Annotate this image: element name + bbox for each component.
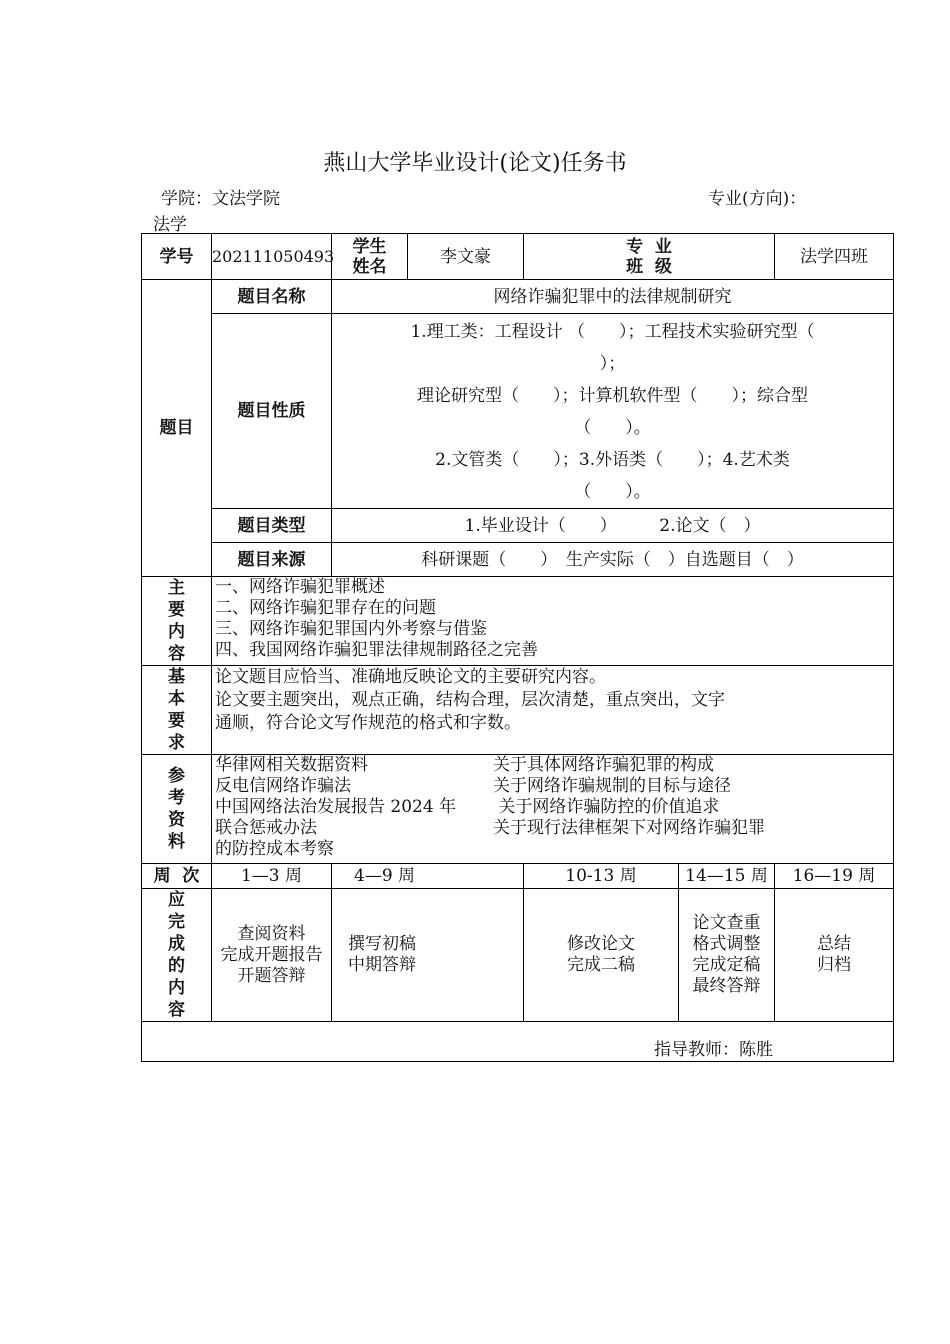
reference-row — [215, 818, 893, 839]
references-list — [212, 755, 894, 864]
week-1: 1—3 周 — [212, 864, 332, 889]
task-line: 格式调整 — [692, 934, 761, 954]
college-line: 学院：文法学院 — [161, 189, 280, 209]
label-char: 本 — [168, 689, 185, 709]
reference-tail: 的防控成本考察 — [215, 839, 334, 859]
label-char: 容 — [168, 1000, 185, 1020]
topic-name-label: 题目名称 — [212, 280, 332, 314]
reference-right: 关于具体网络诈骗犯罪的构成 — [493, 755, 714, 775]
label-char: 要 — [168, 600, 185, 620]
class-value: 法学四班 — [775, 234, 894, 280]
task-line: 完成定稿 — [692, 955, 761, 975]
label-char: 要 — [168, 711, 185, 731]
reference-right: 关于现行法律框架下对网络诈骗犯罪 — [493, 818, 765, 838]
list-item: 一、网络诈骗犯罪概述 — [215, 577, 385, 597]
reference-left: 反电信网络诈骗法 — [215, 776, 351, 796]
major-label: 专业(方向)： — [708, 189, 807, 209]
reference-left: 联合惩戒办法 — [215, 818, 317, 838]
requirement-line: 论文要主题突出，观点正确，结构合理，层次清楚，重点突出，文字 — [215, 690, 725, 710]
nature-line: 理论研究型（ ）；计算机软件型（ ）；综合型 — [417, 386, 808, 406]
references-label — [142, 755, 212, 864]
week-label: 周 次 — [142, 864, 212, 889]
major-value: 法学 — [153, 215, 187, 235]
topic-type-label: 题目类型 — [212, 509, 332, 543]
nature-line: ）； — [599, 354, 626, 374]
task-line: 撰写初稿 — [348, 934, 416, 954]
tasks-period-4 — [679, 889, 775, 1022]
requirement-line: 论文题目应恰当、准确地反映论文的主要研究内容。 — [215, 667, 606, 687]
label-char: 料 — [168, 832, 185, 852]
week-5: 16—19 周 — [775, 864, 894, 889]
task-line: 总结 — [817, 934, 852, 954]
label-char: 主 — [168, 578, 185, 598]
reference-left: 中国网络法治发展报告 2024 年 — [215, 797, 457, 817]
nature-line: 2.文管类（ ）；3.外语类（ ）；4.艺术类 — [435, 450, 790, 470]
task-line: 完成二稿 — [567, 955, 635, 975]
label-char: 资 — [168, 810, 185, 830]
nature-line: 1.理工类：工程设计 （ ）；工程技术实验研究型（ — [410, 322, 815, 342]
label-char: 成 — [168, 934, 185, 954]
main-content-list — [212, 577, 894, 666]
label-char: 内 — [168, 622, 185, 642]
student-name-label-line2: 姓名 — [352, 256, 387, 277]
reference-right: 关于网络诈骗防控的价值追求 — [493, 797, 720, 817]
advisor-signature: 指导教师：陈胜 — [142, 1022, 894, 1062]
nature-line: （ ）。 — [574, 418, 651, 438]
class-label-line2: 班 级 — [626, 256, 672, 277]
reference-row — [215, 797, 893, 818]
student-id-label: 学号 — [142, 234, 212, 280]
topic-source-value: 科研课题（ ） 生产实际（ ）自选题目（ ） — [332, 543, 894, 577]
topic-type-value: 1.毕业设计（ ） 2.论文（ ） — [332, 509, 894, 543]
topic-source-label: 题目来源 — [212, 543, 332, 577]
list-item: 三、网络诈骗犯罪国内外考察与借鉴 — [215, 619, 487, 639]
tasks-label — [142, 889, 212, 1022]
list-item: 四、我国网络诈骗犯罪法律规制路径之完善 — [215, 640, 538, 660]
task-line: 查阅资料 — [237, 923, 306, 944]
tasks-period-5 — [775, 889, 894, 1022]
reference-row — [215, 776, 893, 797]
label-char: 考 — [168, 788, 185, 808]
task-line: 修改论文 — [567, 934, 635, 954]
tasks-period-2 — [332, 889, 524, 1022]
label-char: 求 — [168, 733, 185, 753]
week-4: 14—15 周 — [679, 864, 775, 889]
list-item: 二、网络诈骗犯罪存在的问题 — [215, 598, 436, 618]
label-char: 参 — [168, 766, 185, 786]
label-char: 应 — [168, 890, 185, 910]
topic-nature-label: 题目性质 — [212, 314, 332, 509]
topic-section-label: 题目 — [142, 280, 212, 577]
reference-right: 关于网络诈骗规制的目标与途径 — [493, 776, 731, 796]
label-char: 的 — [168, 956, 185, 976]
label-char: 完 — [168, 912, 185, 932]
reference-left: 华律网相关数据资料 — [215, 755, 368, 775]
task-line: 完成开题报告 — [220, 944, 323, 965]
task-line: 最终答辩 — [692, 976, 761, 996]
task-line: 开题答辩 — [237, 965, 306, 986]
student-name-label — [332, 234, 408, 280]
topic-name-value: 网络诈骗犯罪中的法律规制研究 — [332, 280, 894, 314]
requirements-label — [142, 666, 212, 755]
task-line: 论文查重 — [692, 913, 761, 933]
reference-row — [215, 755, 893, 776]
task-table — [141, 233, 894, 1062]
class-label — [524, 234, 775, 280]
label-char: 容 — [168, 644, 185, 664]
main-content-label — [142, 577, 212, 666]
requirement-line: 通顺，符合论文写作规范的格式和字数。 — [215, 713, 521, 733]
label-char: 内 — [168, 978, 185, 998]
week-3: 10-13 周 — [524, 864, 679, 889]
tasks-period-1 — [212, 889, 332, 1022]
nature-line: （ ）。 — [574, 482, 651, 502]
class-label-line1: 专 业 — [626, 236, 672, 257]
tasks-period-3 — [524, 889, 679, 1022]
task-line: 归档 — [817, 955, 852, 975]
document-title: 燕山大学毕业设计(论文)任务书 — [323, 151, 627, 176]
task-line: 中期答辩 — [348, 955, 416, 975]
student-name-value: 李文豪 — [408, 234, 524, 280]
student-name-label-line1: 学生 — [352, 236, 387, 257]
label-char: 基 — [168, 667, 185, 687]
requirements-text — [212, 666, 894, 755]
student-id-value: 202111050493 — [212, 234, 332, 280]
topic-nature-options — [332, 314, 894, 509]
week-2: 4—9 周 — [332, 864, 524, 889]
